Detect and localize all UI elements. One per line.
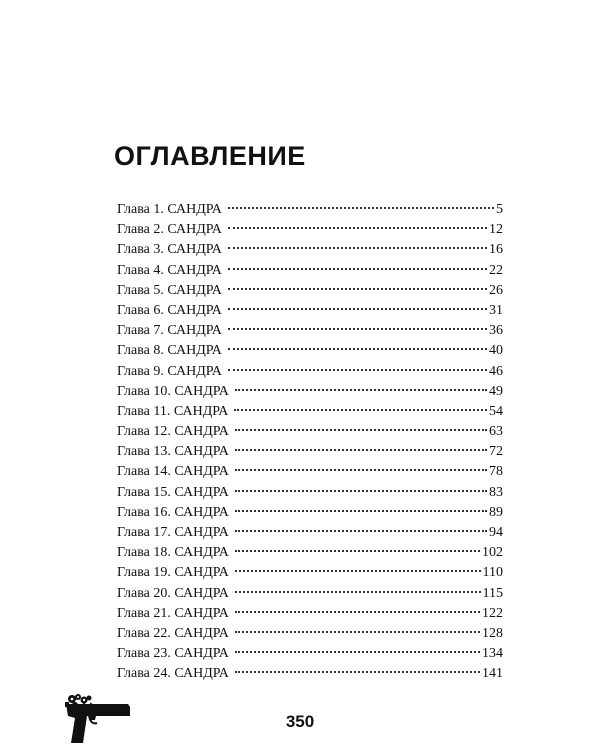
toc-entry-page: 110 (482, 565, 503, 581)
toc-dot-leader (235, 510, 487, 512)
toc-entry-page: 36 (489, 323, 503, 339)
toc-entry (117, 523, 503, 543)
toc-entry-page: 26 (489, 282, 503, 298)
toc-dot-leader (235, 429, 487, 431)
toc-entry-label: Глава 13. САНДРА (117, 444, 229, 460)
toc-entry-page: 134 (482, 646, 503, 662)
toc-entry (117, 402, 503, 422)
toc-entry (117, 301, 503, 321)
toc-dot-leader (235, 389, 487, 391)
toc-entry-label: Глава 4. САНДРА (117, 262, 222, 278)
toc-dot-leader (235, 591, 481, 593)
toc-entry-label: Глава 24. САНДРА (117, 666, 229, 682)
toc-dot-leader (235, 611, 480, 613)
page-number: 350 (285, 712, 315, 731)
toc-dot-leader (234, 409, 487, 411)
toc-entry-label: Глава 21. САНДРА (117, 605, 229, 621)
toc-entry-page: 16 (489, 242, 503, 258)
toc-entry (117, 563, 503, 583)
toc-entry-label: Глава 11. САНДРА (117, 403, 229, 419)
toc-entry (117, 341, 503, 361)
toc-dot-leader (228, 288, 487, 290)
toc-entry (117, 442, 503, 462)
toc-entry-label: Глава 9. САНДРА (117, 363, 222, 379)
toc-entry-page: 94 (489, 525, 503, 540)
toc-entry-label: Глава 6. САНДРА (117, 302, 222, 318)
toc-dot-leader (235, 671, 480, 673)
toc-dot-leader (235, 570, 481, 572)
toc-entry (117, 543, 503, 563)
toc-dot-leader (228, 247, 487, 249)
toc-entry (117, 584, 503, 604)
toc-dot-leader (235, 631, 480, 633)
toc-dot-leader (228, 308, 487, 310)
toc-entry-label: Глава 8. САНДРА (117, 343, 222, 359)
toc-entry-page: 49 (489, 383, 503, 399)
toc-entry-label: Глава 19. САНДРА (117, 565, 229, 581)
toc-entry-page: 115 (482, 585, 503, 601)
toc-entry-page: 31 (489, 302, 503, 318)
toc-entry-label: Глава 1. САНДРА (117, 202, 222, 217)
toc-entry-label: Глава 14. САНДРА (117, 464, 229, 480)
toc-entry-page: 46 (489, 363, 503, 379)
toc-entry-page: 83 (489, 484, 503, 500)
toc-dot-leader (235, 490, 487, 492)
toc-entry (117, 604, 503, 624)
toc-dot-leader (228, 369, 487, 371)
toc-entry-page: 102 (482, 545, 503, 561)
toc-entry-label: Глава 22. САНДРА (117, 625, 229, 641)
toc-entry-page: 5 (496, 202, 503, 217)
toc-entry (117, 200, 503, 220)
toc-entry (117, 422, 503, 442)
toc-dot-leader (235, 550, 480, 552)
toc-dot-leader (228, 268, 487, 270)
toc-entry-label: Глава 12. САНДРА (117, 424, 229, 440)
toc-entry (117, 503, 503, 523)
toc-entry (117, 664, 503, 684)
toc-entry-label: Глава 18. САНДРА (117, 545, 229, 561)
page-title: ОГЛАВЛЕНИЕ (114, 141, 306, 171)
toc-entry-label: Глава 3. САНДРА (117, 242, 222, 258)
toc-entry-label: Глава 7. САНДРА (117, 323, 222, 339)
toc-entry-page: 78 (489, 464, 503, 480)
toc-dot-leader (235, 469, 487, 471)
toc-entry-label: Глава 20. САНДРА (117, 585, 229, 601)
toc-entry (117, 462, 503, 482)
toc-dot-leader (228, 227, 487, 229)
toc-entry-page: 122 (482, 605, 503, 621)
toc-entry-page: 12 (489, 222, 503, 238)
toc-entry (117, 281, 503, 301)
toc-entry (117, 261, 503, 281)
toc-entry-label: Глава 2. САНДРА (117, 222, 222, 238)
toc-entry-page: 40 (489, 343, 503, 359)
toc-dot-leader (228, 207, 494, 209)
toc-dot-leader (228, 348, 487, 350)
toc-entry (117, 483, 503, 503)
toc-entry-page: 54 (489, 403, 503, 419)
toc-entry-page: 72 (489, 444, 503, 460)
toc-dot-leader (235, 651, 480, 653)
toc-entry (117, 644, 503, 664)
toc-entry (117, 220, 503, 240)
toc-entry (117, 321, 503, 341)
toc-entry-page: 141 (482, 666, 503, 682)
toc-dot-leader (235, 449, 487, 451)
toc-entry (117, 624, 503, 644)
table-of-contents (117, 200, 503, 685)
toc-entry-page: 63 (489, 424, 503, 440)
toc-entry (117, 382, 503, 402)
toc-entry-label: Глава 10. САНДРА (117, 383, 229, 399)
toc-entry-label: Глава 23. САНДРА (117, 646, 229, 662)
toc-entry-label: Глава 5. САНДРА (117, 282, 222, 298)
toc-entry-page: 22 (489, 262, 503, 278)
toc-entry-label: Глава 17. САНДРА (117, 525, 229, 540)
toc-entry (117, 362, 503, 382)
toc-entry-page: 128 (482, 625, 503, 641)
toc-entry-page: 89 (489, 504, 503, 520)
toc-entry (117, 240, 503, 260)
toc-dot-leader (235, 530, 487, 532)
toc-entry-label: Глава 15. САНДРА (117, 484, 229, 500)
toc-dot-leader (228, 328, 487, 330)
toc-entry-label: Глава 16. САНДРА (117, 504, 229, 520)
